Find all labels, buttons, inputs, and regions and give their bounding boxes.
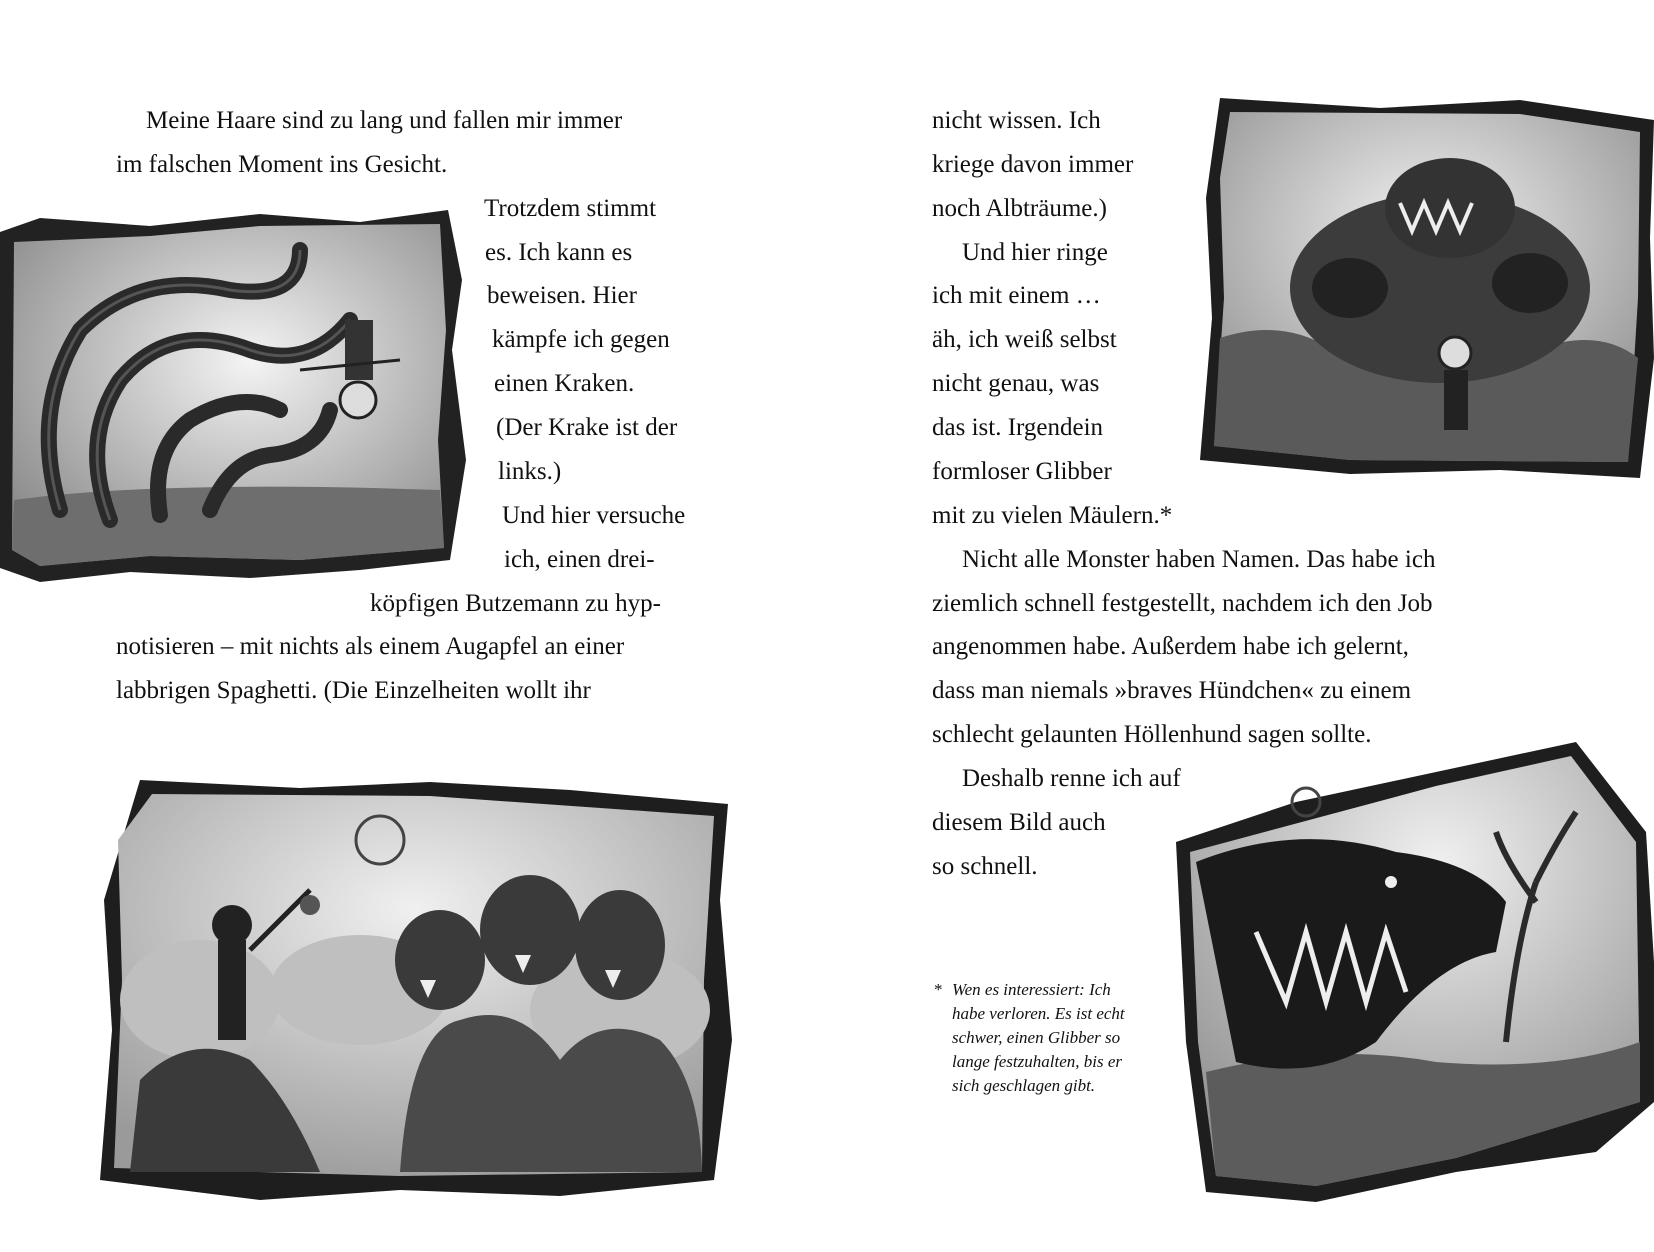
footnote-line: lange festzuhalten, bis er [952, 1052, 1122, 1071]
three-headed-monster-illustration [100, 780, 732, 1220]
text-line: Deshalb renne ich auf [962, 765, 1181, 792]
glob-monster-illustration [1200, 98, 1654, 478]
text-line: formloser Glibber [932, 458, 1112, 485]
text-line: einen Kraken. [494, 370, 635, 397]
text-line: im falschen Moment ins Gesicht. [116, 151, 448, 178]
text-line: ich, einen drei- [504, 546, 655, 573]
text-line: Und hier ringe [962, 239, 1108, 266]
kraken-illustration [0, 210, 470, 585]
text-line: kämpfe ich gegen [492, 326, 670, 353]
text-line: kriege davon immer [932, 151, 1134, 178]
text-line: angenommen habe. Außerdem habe ich gelernt, [932, 633, 1409, 660]
text-line: (Der Krake ist der [496, 414, 678, 441]
text-line: nicht genau, was [932, 370, 1100, 397]
text-line: Trotzdem stimmt [484, 195, 657, 222]
text-line: labbrigen Spaghetti. (Die Einzelheiten wollt ihr [116, 677, 591, 704]
text-line: so schnell. [932, 853, 1038, 880]
text-line: links.) [498, 458, 562, 485]
text-line: noch Albträume.) [932, 195, 1107, 222]
text-line: köpfigen Butzemann zu hyp- [370, 590, 661, 617]
text-line: beweisen. Hier [487, 282, 637, 309]
text-line: mit zu vielen Mäulern.* [932, 502, 1173, 529]
text-line: ziemlich schnell festgestellt, nachdem ich den Job [932, 590, 1433, 617]
text-line: Meine Haare sind zu lang und fallen mir immer [146, 107, 623, 134]
text-line: schlecht gelaunten Höllenhund sagen sollte. [932, 721, 1372, 748]
footnote-line: Wen es interessiert: Ich [952, 980, 1111, 999]
text-line: Und hier versuche [502, 502, 686, 529]
text-line: äh, ich weiß selbst [932, 326, 1117, 353]
text-line: dass man niemals »braves Hündchen« zu einem [932, 677, 1412, 704]
footnote-line: sich geschlagen gibt. [952, 1076, 1096, 1095]
footnote-line: schwer, einen Glibber so [952, 1028, 1121, 1047]
text-line: ich mit einem … [932, 282, 1101, 309]
text-line: es. Ich kann es [485, 239, 633, 266]
text-line: Nicht alle Monster haben Namen. Das habe ich [962, 546, 1436, 573]
text-line: das ist. Irgendein [932, 414, 1104, 441]
text-line: notisieren – mit nichts als einem Augapfel an einer [116, 633, 625, 660]
hellhound-illustration [1176, 742, 1654, 1212]
footnote-marker: * [934, 980, 943, 999]
text-line: diesem Bild auch [932, 809, 1106, 836]
footnote-line: habe verloren. Es ist echt [952, 1004, 1125, 1023]
text-line: nicht wissen. Ich [932, 107, 1101, 134]
